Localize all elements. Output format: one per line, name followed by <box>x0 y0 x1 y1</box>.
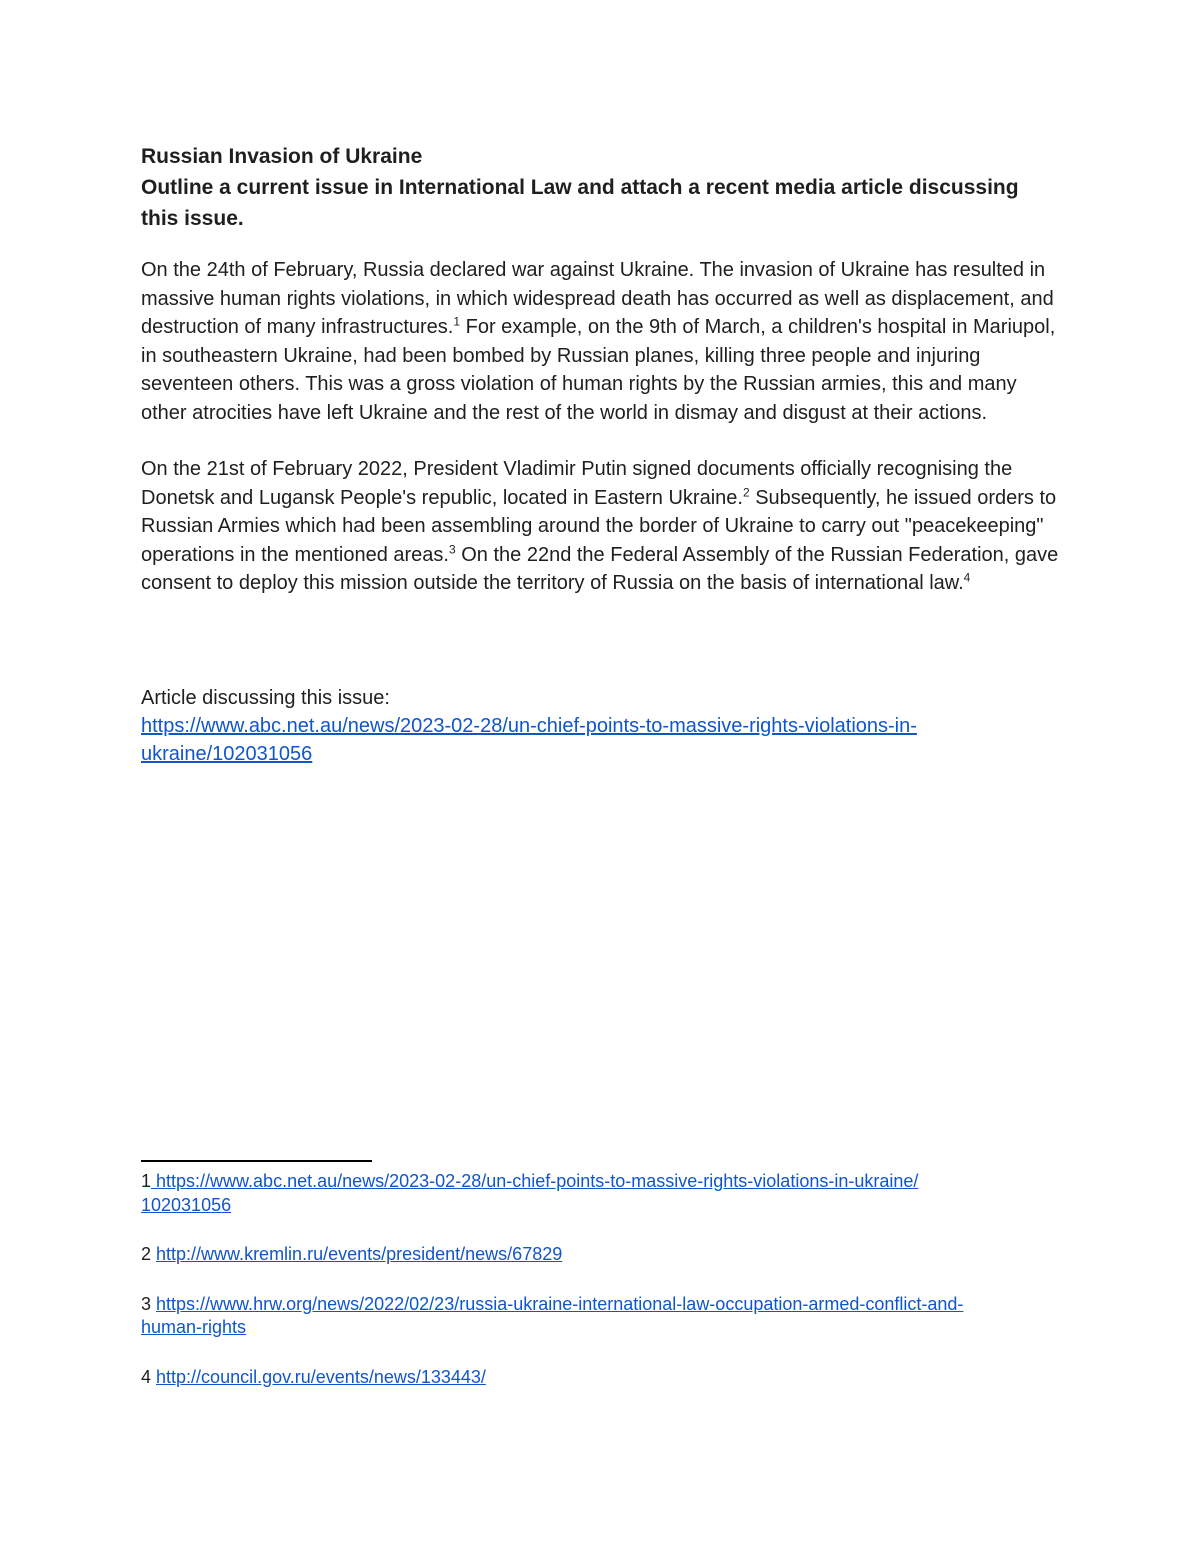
footnote-link-line1[interactable]: https://www.abc.net.au/news/2023-02-28/un-chief-points-to-massive-rights-violations-in-ukraine/ <box>151 1171 919 1191</box>
footnote-number: 1 <box>141 1171 152 1191</box>
footnote-ref[interactable]: 4 <box>963 570 971 585</box>
footnote-number: 2 <box>141 1244 152 1264</box>
footnote-ref[interactable]: 2 <box>742 484 750 499</box>
footnote-separator <box>141 1160 372 1162</box>
article-link-line1[interactable]: https://www.abc.net.au/news/2023-02-28/un-chief-points-to-massive-rights-violations-in- <box>141 714 917 737</box>
footnote-number: 4 <box>141 1366 152 1387</box>
document-subtitle: Outline a current issue in International Law and attach a recent media article discussing this issue. <box>141 176 1019 230</box>
footnote-link-line2[interactable]: human-rights <box>141 1317 247 1337</box>
paragraph-recognition <box>141 455 1061 598</box>
footnotes <box>141 1170 1061 1415</box>
footnote-link[interactable] <box>141 1171 918 1215</box>
paragraph-invasion <box>141 256 1061 427</box>
document-body <box>141 141 1061 768</box>
paragraph-text: On the 24th of February, Russia declared war against Ukraine. The invasion of Ukraine has resulted in massive human rights violations, in which widespread death has occurred as well as displacement, and destruction of many infrastructures. <box>141 259 1054 338</box>
footnote-link[interactable] <box>141 1294 963 1338</box>
footnote-1 <box>141 1170 1061 1217</box>
paragraph-text: On the 21st of February 2022, President Vladimir Putin signed documents officially recognising the Donetsk and Lugansk People's republic, located in Eastern Ukraine. <box>141 458 1013 509</box>
paragraph-text: For example, on the 9th of March, a children's hospital in Mariupol, in southeastern Ukraine, had been bombed by Russian planes, killing three people and injuring seventeen others. This was a gross violation of human rights by the Russian armies, this and many other atrocities have left Ukraine and the rest of the world in dismay and disgust at their actions. <box>141 316 1056 424</box>
footnote-number: 3 <box>141 1293 152 1314</box>
footnote-4 <box>141 1366 1061 1390</box>
document-title: Russian Invasion of Ukraine <box>141 145 423 168</box>
footnote-2 <box>141 1243 1061 1267</box>
footnote-link[interactable] <box>156 1367 486 1387</box>
footnote-link-line1[interactable]: https://www.hrw.org/news/2022/02/23/russia-ukraine-international-law-occupation-armed-conflict-and- <box>156 1293 964 1314</box>
footnote-link-line2[interactable]: 102031056 <box>141 1194 232 1215</box>
footnote-3 <box>141 1293 1061 1340</box>
footnote-ref[interactable]: 3 <box>448 541 456 556</box>
article-section <box>141 684 1061 768</box>
footnote-link-line1[interactable]: http://council.gov.ru/events/news/133443/ <box>156 1366 486 1387</box>
footnote-link-line1[interactable]: http://www.kremlin.ru/events/president/news/67829 <box>156 1244 563 1264</box>
paragraph-text: Subsequently, he issued orders to Russian Armies which had been assembling around the border of Ukraine to carry out "peacekeeping" operations in the mentioned areas. <box>141 486 1057 566</box>
article-label: Article discussing this issue: <box>141 686 390 709</box>
footnote-link[interactable] <box>156 1244 562 1264</box>
article-link-line2[interactable]: ukraine/102031056 <box>141 742 313 765</box>
footnote-ref[interactable]: 1 <box>453 314 461 329</box>
paragraph-text: On the 22nd the Federal Assembly of the Russian Federation, gave consent to deploy this mission outside the territory of Russia on the basis of international law. <box>141 543 1059 594</box>
article-link[interactable] <box>141 715 917 765</box>
